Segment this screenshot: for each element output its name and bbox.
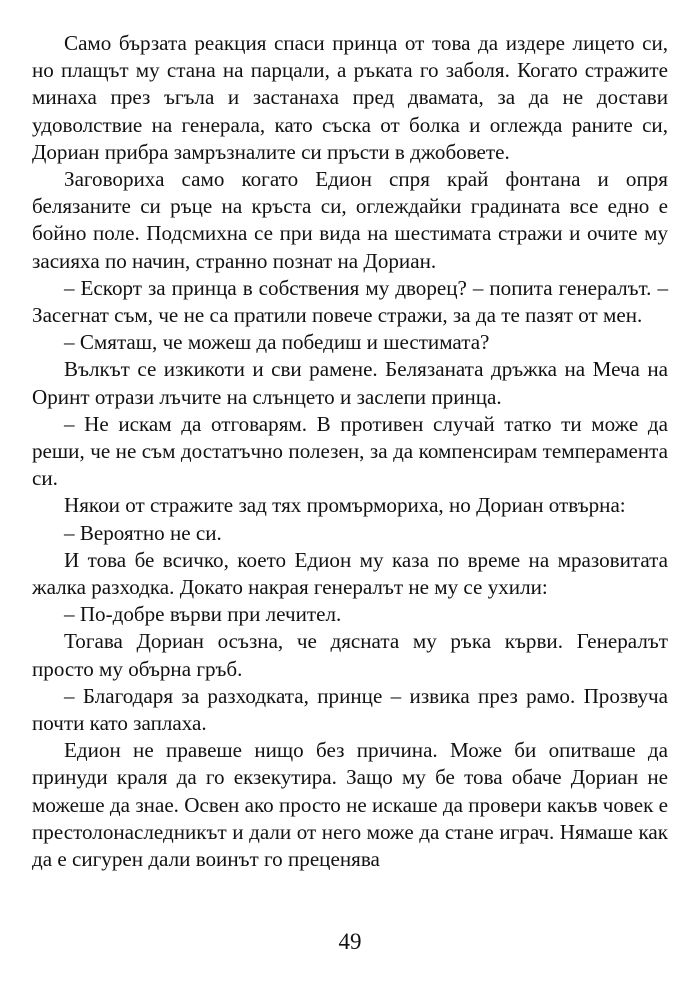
dialogue-line: – Не искам да отговарям. В противен случай татко ти може да реши, че не съм достатъчно полезен, за да компенсирам темперамента си. [32,411,668,491]
paragraph: Тогава Дориан осъзна, че дясната му ръка кърви. Генералът просто му обърна гръб. [32,629,668,681]
dialogue-line: – Вероятно не си. [64,520,222,545]
page-body [32,30,668,873]
page-number: 49 [338,929,362,954]
dialogue-line: – По-добре върви при лечител. [64,602,342,627]
dialogue-line: – Благодаря за разходката, принце – извика през рамо. Прозвуча почти като заплаха. [32,683,668,736]
dialogue-line: – Смяташ, че можеш да победиш и шестимата? [64,330,490,355]
paragraph: Едион не правеше нищо без причина. Може би опитваше да принуди краля да го екзекутира. Защо му бе това обаче Дориан не можеше да знае. Освен ако просто не искаше да провери какъв човек е престолонаследникът и дали от него може да стане играч. Нямаше как да е сигурен дали воинът го преценява [32,738,668,872]
paragraph: Само бързата реакция спаси принца от това да издере лицето си, но плащът му стана на парцали, а ръката го заболя. Когато стражите минаха през ъгъла и застанаха пред двамата, за да не достави удоволствие на генерала, като съска от болка и оглежда раните си, Дориан прибра замръзналите си пръсти в джобовете. [32,31,668,164]
paragraph: Някои от стражите зад тях промърмориха, но Дориан отвърна: [64,493,626,518]
paragraph: Заговориха само когато Едион спря край фонтана и опря белязаните си ръце на кръста си, оглеждайки градината все едно е бойно поле. Подсмихна се при вида на шестимата стражи и очите му засияха по начин, странно познат на Дориан. [32,167,668,273]
paragraph: Вълкът се изкикоти и сви рамене. Белязаната дръжка на Меча на Оринт отрази лъчите на слънцето и заслепи принца. [32,357,668,409]
paragraph: И това бе всичко, което Едион му каза по време на мразовитата жалка разходка. Докато накрая генералът не му се ухили: [32,547,668,600]
dialogue-line: – Ескорт за принца в собствения му дворец? – попита генералът. – Засегнат съм, че не са пратили повече стражи, за да те пазят от мен. [32,275,668,328]
